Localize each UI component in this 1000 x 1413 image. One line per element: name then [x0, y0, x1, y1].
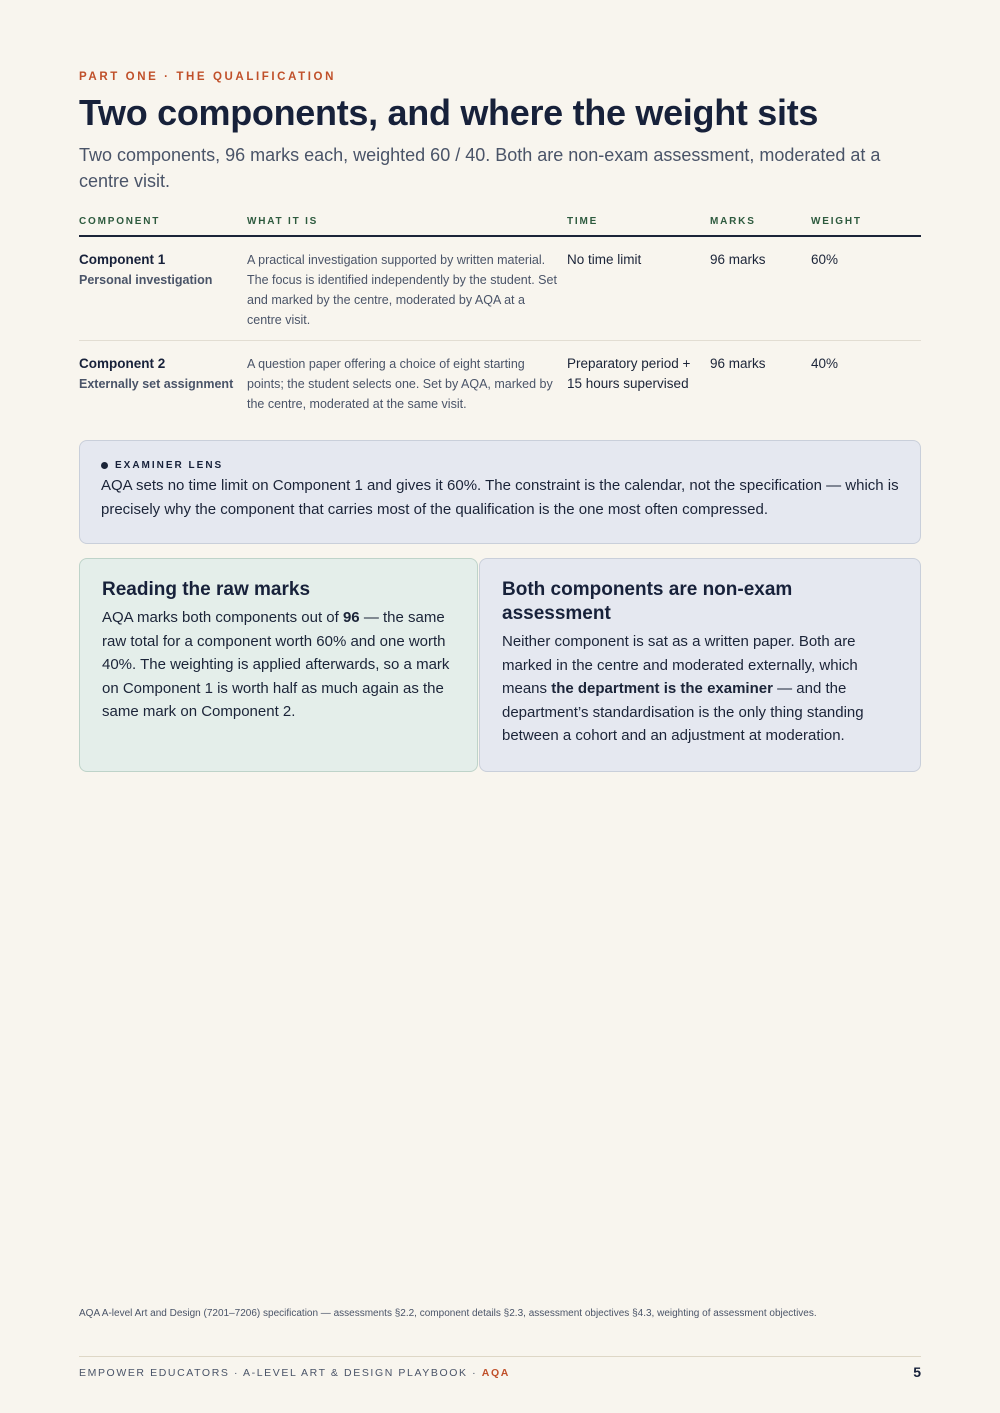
component-marks: 96 marks	[710, 356, 766, 371]
header-time: TIME	[567, 216, 599, 227]
examiner-lens-callout	[79, 440, 921, 544]
examiner-lens-text: AQA sets no time limit on Component 1 and gives it 60%. The constraint is the calendar, not the specification — which is precisely why the component that carries most of the qualification is the one most often compressed.	[101, 477, 899, 518]
header-component: COMPONENT	[79, 216, 161, 227]
component-subtitle: Externally set assignment	[79, 377, 234, 391]
component-description: A practical investigation supported by written material. The focus is identified independently by the student. Set and marked by the centre, moderated by AQA at a centre visit.	[247, 253, 557, 327]
table-row	[79, 341, 921, 425]
non-exam-assessment-card	[479, 558, 921, 772]
footer-title: EMPOWER EDUCATORS · A-LEVEL ART & DESIGN PLAYBOOK ·	[79, 1367, 482, 1379]
bullet-dot-icon	[101, 462, 108, 469]
examiner-lens-label-text: EXAMINER LENS	[115, 459, 224, 471]
component-marks: 96 marks	[710, 252, 766, 267]
component-time: Preparatory period + 15 hours supervised	[567, 356, 691, 391]
examiner-lens-label	[101, 458, 899, 472]
body-emphasis: the department is the examiner	[551, 680, 773, 698]
page	[79, 0, 921, 1413]
table-header	[79, 214, 921, 237]
section-eyebrow: PART ONE · THE QUALIFICATION	[79, 71, 337, 83]
component-cell	[79, 250, 245, 290]
component-weight: 40%	[811, 356, 839, 371]
page-lede: Two components, 96 marks each, weighted 60 / 40. Both are non-exam assessment, moderated at a centre visit.	[79, 145, 881, 191]
raw-marks-card-body	[102, 606, 455, 724]
header-marks: MARKS	[710, 216, 756, 227]
component-name: Component 1	[79, 252, 166, 267]
header-what-it-is: WHAT IT IS	[247, 216, 319, 227]
body-text: — and the department’s standardisation is the only thing standing between a cohort and an adjustment at moderation.	[502, 680, 864, 745]
page-number: 5	[913, 1364, 921, 1380]
non-exam-assessment-card-title: Both components are non-exam assessment	[502, 579, 793, 624]
body-emphasis: 96	[342, 609, 360, 626]
components-table	[79, 214, 921, 425]
component-name: Component 2	[79, 356, 166, 371]
body-text: AQA marks both components out of	[102, 609, 343, 626]
body-text: Neither component is sat as a written paper. Both are marked in the centre and moderated externally, which means	[502, 633, 858, 698]
raw-marks-card	[79, 558, 478, 772]
footer-running-title	[79, 1367, 510, 1379]
component-description: A question paper offering a choice of eight starting points; the student selects one. Set by AQA, marked by the centre, moderated at the same visit.	[247, 357, 553, 411]
component-time: No time limit	[567, 252, 642, 267]
header-weight: WEIGHT	[811, 216, 862, 227]
component-weight: 60%	[811, 252, 839, 267]
raw-marks-card-title: Reading the raw marks	[102, 579, 311, 600]
body-text: — the same raw total for a component worth 60% and one worth 40%. The weighting is applied afterwards, so a mark on Component 1 is worth half as much again as the same mark on Component 2.	[102, 609, 450, 721]
non-exam-assessment-card-body	[502, 630, 898, 748]
footer-divider	[79, 1356, 921, 1357]
component-subtitle: Personal investigation	[79, 273, 213, 287]
table-row	[79, 237, 921, 341]
source-footnote: AQA A-level Art and Design (7201–7206) specification — assessments §2.2, component details §2.3, assessment objectives §4.3, weighting of assessment objectives.	[79, 1308, 817, 1319]
component-cell	[79, 354, 245, 394]
page-title: Two components, and where the weight sits	[79, 92, 819, 133]
footer-board: AQA	[481, 1367, 510, 1379]
